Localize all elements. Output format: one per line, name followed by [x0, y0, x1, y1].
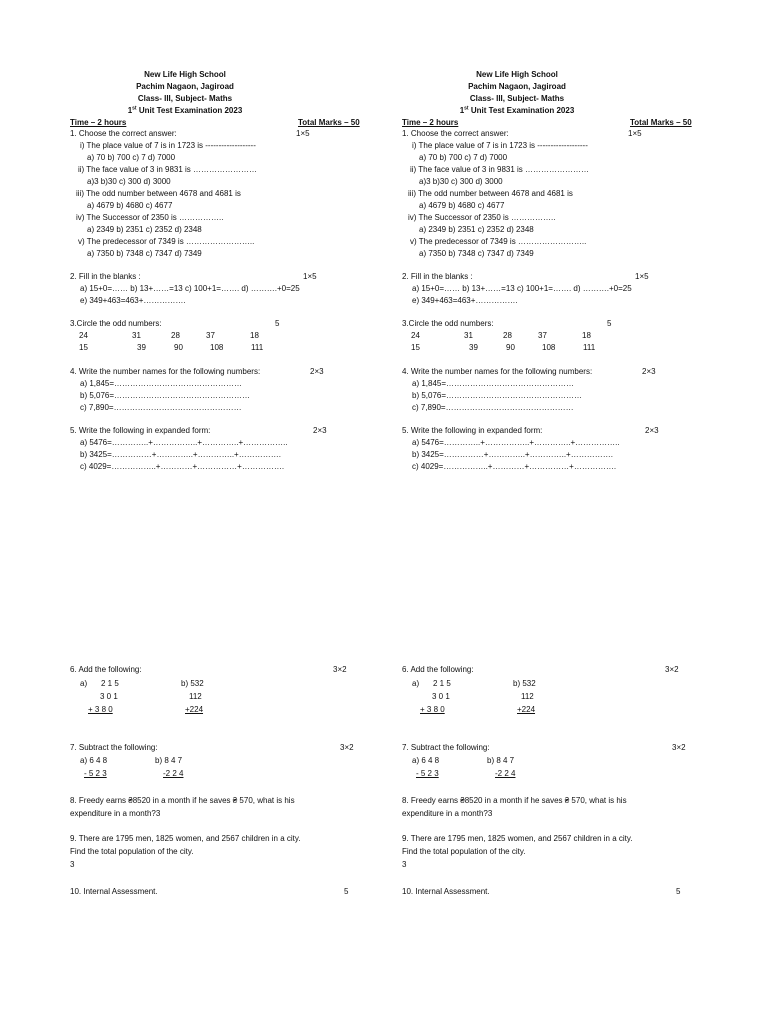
- q7-title: 7. Subtract the following:: [402, 743, 490, 752]
- exam-suffix: st: [132, 105, 137, 112]
- q1-i: i) The place value of 7 is in 1723 is -------------------: [412, 141, 588, 150]
- q3-number: 108: [210, 343, 224, 352]
- q4-title: 4. Write the number names for the following numbers:: [70, 367, 261, 376]
- q1-iii: iii) The odd number between 4678 and 4681 is: [76, 189, 241, 198]
- q1-ii-options: a)3 b)30 c) 300 d) 3000: [419, 177, 503, 186]
- q4-c: c) 7,890=…………………………………………: [412, 403, 574, 412]
- q7-a2: - 5 2 3: [84, 769, 107, 778]
- q6-title: 6. Add the following:: [402, 665, 474, 674]
- q6-b-line: +224: [517, 705, 536, 714]
- q3-number: 15: [79, 343, 88, 352]
- q5-title: 5. Write the following in expanded form:: [70, 426, 211, 435]
- q6-marks: 3×2: [665, 665, 679, 674]
- q1-iv-options: a) 2349 b) 2351 c) 2352 d) 2348: [87, 225, 202, 234]
- q9-line3: 3: [70, 860, 75, 869]
- q3-number: 111: [583, 343, 596, 352]
- q1-iii-options: a) 4679 b) 4680 c) 4677: [419, 201, 505, 210]
- school-address: Pachim Nagaon, Jagiroad: [136, 82, 234, 91]
- q7-a2: - 5 2 3: [416, 769, 439, 778]
- exam-time: Time – 2 hours: [402, 118, 459, 127]
- q1-marks: 1×5: [628, 129, 642, 138]
- q7-title: 7. Subtract the following:: [70, 743, 158, 752]
- q5-c: c) 4029=……………..+…………+……………+…………….: [412, 462, 617, 471]
- q3-number: 37: [538, 331, 547, 340]
- q4-b: b) 5,076=……………………………………………: [80, 391, 251, 400]
- q3-number: 18: [582, 331, 591, 340]
- q8-line1: 8. Freedy earns ₴8520 in a month if he saves ₴ 570, what is his: [402, 796, 627, 805]
- q1-ii: ii) The face value of 3 in 9831 is ……………………: [78, 165, 258, 174]
- q10-title: 10. Internal Assessment.: [402, 887, 490, 896]
- q9-line2: Find the total population of the city.: [402, 847, 526, 856]
- q6-a-line: 2 1 5: [101, 679, 119, 688]
- q2-marks: 1×5: [635, 272, 649, 281]
- q1-ii-options: a)3 b)30 c) 300 d) 3000: [87, 177, 171, 186]
- exam-title: [70, 106, 300, 116]
- q5-marks: 2×3: [645, 426, 659, 435]
- q3-title: 3.Circle the odd numbers:: [70, 319, 162, 328]
- q9-line2: Find the total population of the city.: [70, 847, 194, 856]
- q9-line1: 9. There are 1795 men, 1825 women, and 2567 children in a city.: [70, 834, 301, 843]
- q2-title: 2. Fill in the blanks :: [402, 272, 473, 281]
- q7-b2: -2 2 4: [495, 769, 516, 778]
- q3-marks: 5: [275, 319, 280, 328]
- q8-line2: expenditure in a month?3: [402, 809, 493, 818]
- q1-title: 1. Choose the correct answer:: [402, 129, 509, 138]
- q1-v-options: a) 7350 b) 7348 c) 7347 d) 7349: [419, 249, 534, 258]
- q3-marks: 5: [607, 319, 612, 328]
- q6-a-line: 3 0 1: [432, 692, 450, 701]
- q5-a: a) 5476=…………..+……………..+…………..+……………..: [412, 438, 620, 447]
- q1-iii-options: a) 4679 b) 4680 c) 4677: [87, 201, 173, 210]
- q6-a-line: 2 1 5: [433, 679, 451, 688]
- q9-line1: 9. There are 1795 men, 1825 women, and 2567 children in a city.: [402, 834, 633, 843]
- q6-b-line: 112: [521, 692, 534, 701]
- exam-rest: Unit Test Examination 2023: [136, 106, 243, 115]
- q3-number: 90: [506, 343, 515, 352]
- exam-rest: Unit Test Examination 2023: [468, 106, 575, 115]
- exam-time: Time – 2 hours: [70, 118, 127, 127]
- q1-i-options: a) 70 b) 700 c) 7 d) 7000: [87, 153, 176, 162]
- q1-iv: iv) The Successor of 2350 is ……………..: [76, 213, 224, 222]
- q5-title: 5. Write the following in expanded form:: [402, 426, 543, 435]
- class-subject: Class- III, Subject- Maths: [469, 94, 565, 103]
- q6-a-label: a): [80, 679, 88, 688]
- q3-number: 15: [411, 343, 420, 352]
- q4-marks: 2×3: [642, 367, 656, 376]
- q1-title: 1. Choose the correct answer:: [70, 129, 177, 138]
- q2-line1: a) 15+0=…… b) 13+……=13 c) 100+1=……. d) ……….+0=25: [412, 284, 632, 293]
- q1-iii: iii) The odd number between 4678 and 4681 is: [408, 189, 573, 198]
- q5-a: a) 5476=…………..+……………..+…………..+……………..: [80, 438, 288, 447]
- q2-title: 2. Fill in the blanks :: [70, 272, 141, 281]
- q5-marks: 2×3: [313, 426, 327, 435]
- q7-b: b) 8 4 7: [487, 756, 515, 765]
- q10-title: 10. Internal Assessment.: [70, 887, 158, 896]
- q6-a-line: + 3 8 0: [88, 705, 113, 714]
- q6-b-line: +224: [185, 705, 204, 714]
- q7-marks: 3×2: [672, 743, 686, 752]
- q4-b: b) 5,076=……………………………………………: [412, 391, 583, 400]
- q4-title: 4. Write the number names for the following numbers:: [402, 367, 593, 376]
- q3-number: 24: [411, 331, 420, 340]
- q7-a: a) 6 4 8: [412, 756, 440, 765]
- q6-b-label: b) 532: [181, 679, 204, 688]
- exam-suffix: st: [464, 105, 469, 112]
- q1-iv-options: a) 2349 b) 2351 c) 2352 d) 2348: [419, 225, 534, 234]
- q6-a-line: + 3 8 0: [420, 705, 445, 714]
- q6-title: 6. Add the following:: [70, 665, 142, 674]
- q3-number: 28: [503, 331, 512, 340]
- q6-b-line: 112: [189, 692, 202, 701]
- q4-a: a) 1,845=…………………………………………: [412, 379, 575, 388]
- q3-number: 90: [174, 343, 183, 352]
- q6-b-label: b) 532: [513, 679, 536, 688]
- q5-b: b) 3425=……………+…………..+…………..+…………….: [80, 450, 281, 459]
- q3-number: 28: [171, 331, 180, 340]
- q6-a-label: a): [412, 679, 420, 688]
- q3-number: 31: [464, 331, 473, 340]
- q5-b: b) 3425=……………+…………..+…………..+…………….: [412, 450, 613, 459]
- q1-v: v) The predecessor of 7349 is ……………………..: [78, 237, 255, 246]
- exam-title: [402, 106, 632, 116]
- q8-line2: expenditure in a month?3: [70, 809, 161, 818]
- class-subject: Class- III, Subject- Maths: [137, 94, 233, 103]
- q7-marks: 3×2: [340, 743, 354, 752]
- q2-line2: e) 349+463=463+…………….: [412, 296, 518, 305]
- q4-c: c) 7,890=…………………………………………: [80, 403, 242, 412]
- q10-marks: 5: [676, 887, 681, 896]
- q1-iv: iv) The Successor of 2350 is ……………..: [408, 213, 556, 222]
- q3-number: 108: [542, 343, 556, 352]
- total-marks: Total Marks – 50: [630, 118, 692, 127]
- q1-v: v) The predecessor of 7349 is ……………………..: [410, 237, 587, 246]
- q4-marks: 2×3: [310, 367, 324, 376]
- q4-a: a) 1,845=…………………………………………: [80, 379, 243, 388]
- q6-marks: 3×2: [333, 665, 347, 674]
- q5-c: c) 4029=……………..+…………+……………+…………….: [80, 462, 285, 471]
- q1-v-options: a) 7350 b) 7348 c) 7347 d) 7349: [87, 249, 202, 258]
- q6-a-line: 3 0 1: [100, 692, 118, 701]
- q3-number: 39: [469, 343, 478, 352]
- q7-a: a) 6 4 8: [80, 756, 108, 765]
- q3-number: 37: [206, 331, 215, 340]
- q3-title: 3.Circle the odd numbers:: [402, 319, 494, 328]
- q1-i-options: a) 70 b) 700 c) 7 d) 7000: [419, 153, 508, 162]
- q7-b2: -2 2 4: [163, 769, 184, 778]
- exam-ordinal: 1: [459, 106, 465, 115]
- q3-number: 39: [137, 343, 146, 352]
- school-address: Pachim Nagaon, Jagiroad: [468, 82, 566, 91]
- q3-number: 31: [132, 331, 141, 340]
- q3-number: 111: [251, 343, 264, 352]
- q3-number: 18: [250, 331, 259, 340]
- q1-ii: ii) The face value of 3 in 9831 is ……………………: [410, 165, 590, 174]
- q2-line2: e) 349+463=463+…………….: [80, 296, 186, 305]
- q9-line3: 3: [402, 860, 407, 869]
- exam-ordinal: 1: [127, 106, 133, 115]
- q3-number: 24: [79, 331, 88, 340]
- total-marks: Total Marks – 50: [298, 118, 360, 127]
- school-name: New Life High School: [476, 70, 558, 79]
- q2-line1: a) 15+0=…… b) 13+……=13 c) 100+1=……. d) ……….+0=25: [80, 284, 300, 293]
- q1-marks: 1×5: [296, 129, 310, 138]
- q1-i: i) The place value of 7 is in 1723 is -------------------: [80, 141, 256, 150]
- q8-line1: 8. Freedy earns ₴8520 in a month if he saves ₴ 570, what is his: [70, 796, 295, 805]
- q7-b: b) 8 4 7: [155, 756, 183, 765]
- q2-marks: 1×5: [303, 272, 317, 281]
- q10-marks: 5: [344, 887, 349, 896]
- school-name: New Life High School: [144, 70, 226, 79]
